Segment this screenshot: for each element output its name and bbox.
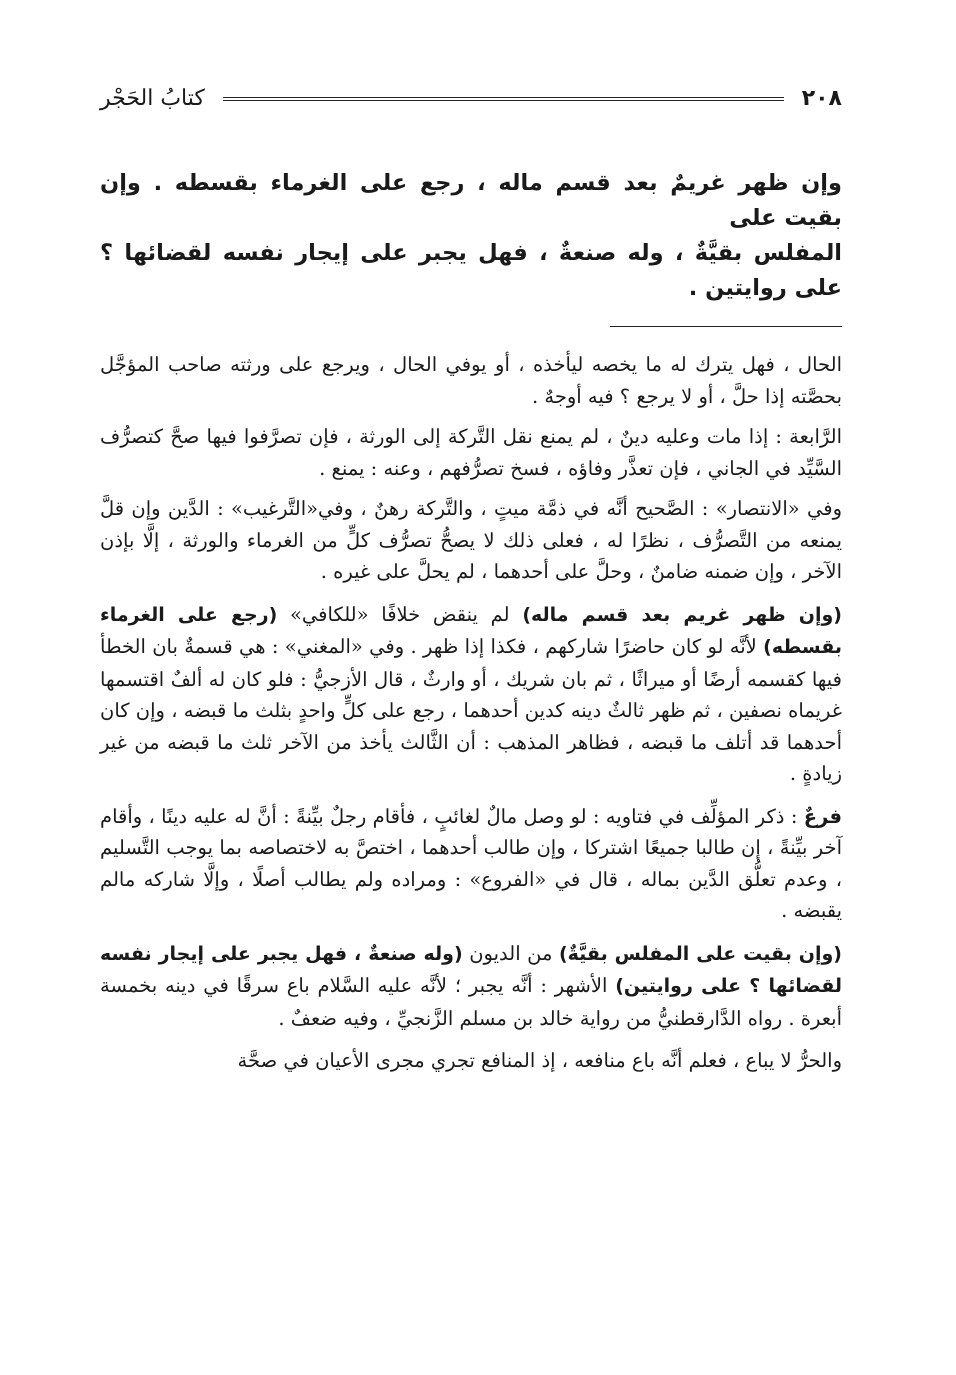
matn-line: المفلس بقيَّةٌ ، وله صنعةٌ ، فهل يجبر على إيجار نفسه لقضائها ؟ على روايتين . xyxy=(100,240,842,301)
page-number: ٢٠٨ xyxy=(801,85,842,111)
commentary-paragraph: الحال ، فهل يترك له ما يخصه ليأخذه ، أو يوفي الحال ، ويرجع على ورثته صاحب المؤجَّل بحصَّته إذا حلَّ ، أو لا يرجع ؟ فيه أوجهٌ . xyxy=(100,353,842,408)
running-title: كتابُ الحَجْر xyxy=(100,85,205,111)
commentary-paragraph xyxy=(100,599,842,790)
book-page xyxy=(100,78,842,1358)
matn-quote: (وله صنعةٌ ، فهل يجبر على إيجار نفسه لقضائها ؟ على روايتين) xyxy=(100,942,842,997)
commentary-text xyxy=(100,349,842,1077)
matn-quote: (وإن بقيت على المفلس بقيَّةٌ) xyxy=(558,942,842,965)
commentary-text-run: لم ينقض خلافًا «للكافي» xyxy=(277,602,523,626)
matn-quote: (وإن ظهر غريم بعد قسم ماله) xyxy=(522,603,842,626)
matn-separator-rule xyxy=(610,326,842,327)
commentary-paragraph xyxy=(100,938,842,1035)
commentary-paragraph xyxy=(100,801,842,927)
commentary-text-run: الأشهر : أنَّه يجبر ؛ لأنَّه عليه السَّلام باع سرقًا في دينه بخمسة أبعرة . رواه الدَّارقطنيُّ من رواية خالد بن مسلم الزَّنجيِّ ، وفيه ضعفٌ . xyxy=(100,974,842,1030)
commentary-paragraph: وفي «الانتصار» : الصَّحيح أنَّه في ذمَّة ميتٍ ، والتَّركة رهنٌ ، وفي«التَّرغيب» : الدَّين وإن قلَّ يمنعه من التَّصرُّف ، نظرًا له ، فعلى ذلك لا يصحُّ تصرُّف كلٍّ من الغرماء والورثة ، إلَّا بإذن الآخر ، وإن ضمنه ضامنٌ ، وحلَّ على أحدهما ، لم يحلَّ على غيره . xyxy=(100,497,842,583)
section-label: فرعٌ xyxy=(803,804,842,828)
commentary-text-run: لأنَّه لو كان حاضرًا شاركهم ، فكذا إذا ظهر . وفي «المغني» : هي قسمةٌ بان الخطأ فيها كقسمه أرضًا أو ميراثًا ، ثم بان شريك ، أو وارثٌ ، قال الأزجيُّ : فلو كان له ألفٌ اقتسمها غريماه نصفين ، ثم ظهر ثالثٌ دينه كدين أحدهما ، رجع على كلٍّ واحدٍ بثلث ما قبضه ، وإن كان أحدهما قد أتلف ما قبضه ، فظاهر المذهب : أن الثَّالث يأخذ من الآخر ثلث ما قبضه من غير زيادةٍ . xyxy=(100,635,842,785)
matn-quote: (رجع على الغرماء بقسطه) xyxy=(100,603,842,658)
commentary-paragraph: والحرُّ لا يباع ، فعلم أنَّه باع منافعه ، إذ المنافع تجري مجرى الأعيان في صحَّة xyxy=(237,1049,842,1072)
matn-text xyxy=(100,166,842,306)
running-header xyxy=(100,78,842,118)
commentary-text-run: : ذكر المؤلِّف في فتاويه : لو وصل مالٌ لغائبٍ ، فأقام رجلٌ بيِّنةً : أنَّ له عليه دينًا ، وأقام آخر بيِّنةً ، إن طالبا جميعًا اشتركا ، وإن طالب أحدهما ، اختصَّ به لاختصاصه بما يوجب التَّسليم ، وعدم تعلُّق الدَّين بماله ، قال في «الفروع» : ومراده ولم يطالب أصلًا ، وإلَّا شاركه مالم يقبضه . xyxy=(100,804,842,922)
matn-line: وإن ظهر غريمٌ بعد قسم ماله ، رجع على الغرماء بقسطه . وإن بقيت على xyxy=(100,170,842,231)
commentary-paragraph: الرَّابعة : إذا مات وعليه دينٌ ، لم يمنع نقل التَّركة إلى الورثة ، فإن تصرَّفوا فيها صحَّ كتصرُّف السَّيِّد في الجاني ، فإن تعذَّر وفاؤه ، فسخ تصرُّفهم ، وعنه : يمنع . xyxy=(100,425,842,480)
commentary-text-run: من الديون xyxy=(462,941,559,965)
header-rule xyxy=(223,97,784,101)
